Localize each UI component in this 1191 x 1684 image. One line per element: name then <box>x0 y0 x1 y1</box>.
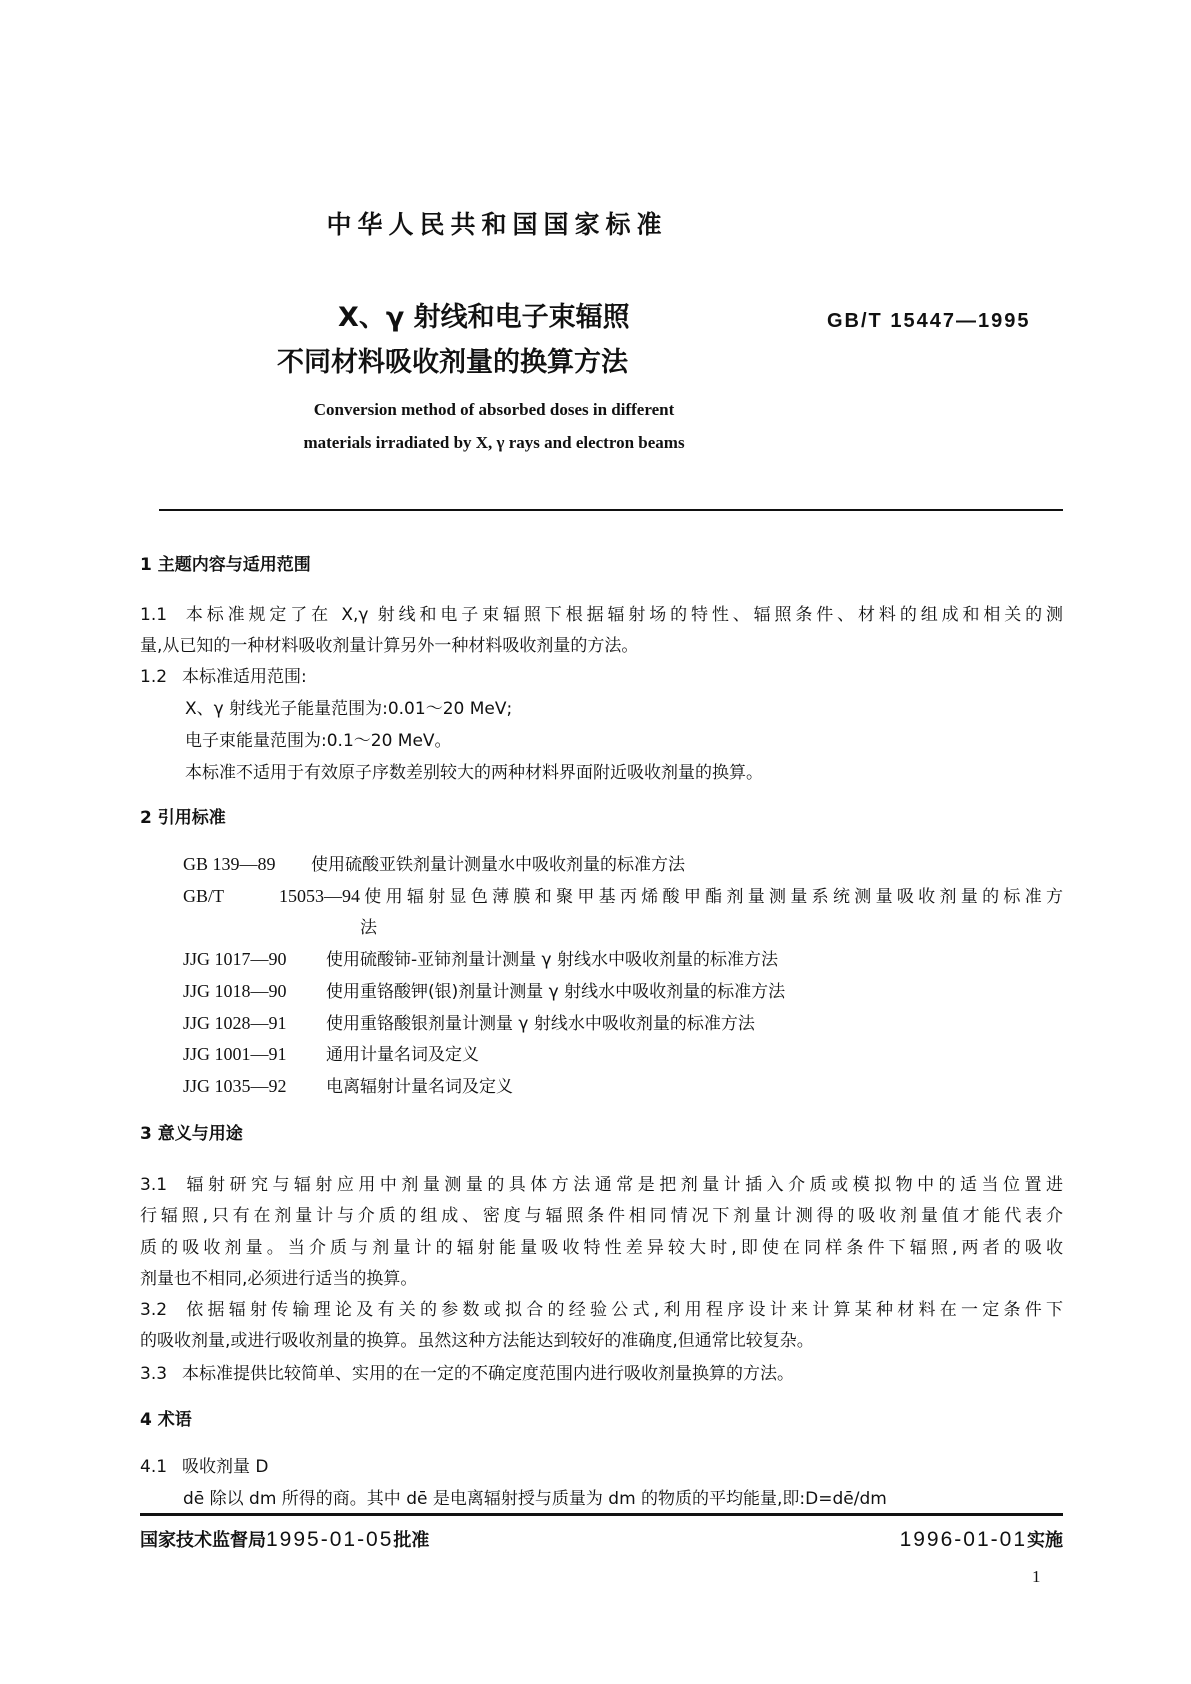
para-1-2-exclusion: 本标准不适用于有效原子序数差别较大的两种材料界面附近吸收剂量的换算。 <box>185 763 763 783</box>
para-text: 本标准适用范围: <box>182 667 307 687</box>
para-text: 辐射研究与辐射应用中剂量测量的具体方法通常是把剂量计插入介质或模拟物中的适当位置进 <box>182 1175 1063 1195</box>
reference-code: GB 139—89 <box>183 854 276 874</box>
approver: 国家技术监督局 <box>140 1530 266 1551</box>
reference-title: 电离辐射计量名词及定义 <box>326 1077 513 1097</box>
approve-date: 1995-01-05 <box>266 1528 394 1551</box>
reference-code: JJG 1001—91 <box>183 1044 287 1064</box>
para-3-1-line: 行辐照,只有在剂量计与介质的组成、密度与辐照条件相同情况下剂量计测得的吸收剂量值才能代表介 <box>140 1206 1063 1226</box>
reference-title-continued: 法 <box>360 918 377 938</box>
para-1-2-electron-range: 电子束能量范围为:0.1～20 MeV。 <box>185 731 452 751</box>
reference-code: JJG 1018—90 <box>183 981 287 1001</box>
effective-date: 1996-01-01 <box>899 1528 1027 1551</box>
para-number: 1.1 <box>140 605 168 625</box>
reference-code: JJG 1028—91 <box>183 1013 287 1033</box>
reference-title: 使用硫酸铈-亚铈剂量计测量 γ 射线水中吸收剂量的标准方法 <box>326 950 779 970</box>
term-name: 吸收剂量 D <box>182 1457 269 1477</box>
reference-item <box>183 977 785 1002</box>
para-1-2-photon-range: X、γ 射线光子能量范围为:0.01～20 MeV; <box>185 699 513 719</box>
reference-code: JJG 1035—92 <box>183 1076 287 1096</box>
para-3-1-line <box>140 1170 1063 1195</box>
para-4-1-term <box>140 1452 269 1477</box>
reference-item <box>183 1072 513 1097</box>
para-3-2-line <box>140 1295 1063 1320</box>
title-line-1: X、γ 射线和电子束辐照 <box>338 302 630 333</box>
reference-item <box>183 850 685 875</box>
para-3-1-line: 质的吸收剂量。当介质与剂量计的辐射能量吸收特性差异较大时,即使在同样条件下辐照,两者的吸收 <box>140 1238 1063 1258</box>
approve-label: 批准 <box>393 1530 430 1551</box>
para-1-2 <box>140 662 307 687</box>
para-3-1-line: 剂量也不相同,必须进行适当的换算。 <box>140 1269 418 1289</box>
section-3-heading: 3 意义与用途 <box>140 1124 243 1144</box>
para-text: 依据辐射传输理论及有关的参数或拟合的经验公式,利用程序设计来计算某种材料在一定条件下 <box>182 1300 1063 1320</box>
para-1-1-line-1 <box>140 600 1063 625</box>
english-title-line-2: materials irradiated by X, γ rays and electron beams <box>303 433 685 452</box>
para-number: 1.2 <box>140 667 168 687</box>
reference-title: 通用计量名词及定义 <box>326 1045 479 1065</box>
para-number: 3.2 <box>140 1300 168 1320</box>
reference-item <box>183 1009 755 1034</box>
reference-title: 使用硫酸亚铁剂量计测量水中吸收剂量的标准方法 <box>311 855 685 875</box>
reference-code: JJG 1017—90 <box>183 949 287 969</box>
para-3-2-line: 的吸收剂量,或进行吸收剂量的换算。虽然这种方法能达到较好的准确度,但通常比较复杂。 <box>140 1331 814 1351</box>
reference-title: 使用重铬酸钾(银)剂量计测量 γ 射线水中吸收剂量的标准方法 <box>326 982 786 1002</box>
english-title-line-1: Conversion method of absorbed doses in different <box>313 400 675 419</box>
para-text: 本标准规定了在 X,γ 射线和电子束辐照下根据辐射场的特性、辐照条件、材料的组成和相关的测 <box>182 605 1063 625</box>
reference-item <box>183 945 778 970</box>
para-number: 3.3 <box>140 1364 168 1384</box>
page-number: 1 <box>1032 1567 1041 1586</box>
para-number: 4.1 <box>140 1457 168 1477</box>
section-4-heading: 4 术语 <box>140 1410 192 1430</box>
national-standard-header: 中华人民共和国国家标准 <box>326 210 668 239</box>
section-1-heading: 1 主题内容与适用范围 <box>140 555 311 575</box>
para-3-3 <box>140 1359 794 1384</box>
title-divider <box>159 509 1063 511</box>
reference-title: 使用重铬酸银剂量计测量 γ 射线水中吸收剂量的标准方法 <box>326 1014 755 1034</box>
para-number: 3.1 <box>140 1175 168 1195</box>
effective-label: 实施 <box>1027 1530 1063 1551</box>
para-text: 本标准提供比较简单、实用的在一定的不确定度范围内进行吸收剂量换算的方法。 <box>182 1364 794 1384</box>
effective-info <box>900 1526 1063 1552</box>
para-1-1-line-2: 量,从已知的一种材料吸收剂量计算另外一种材料吸收剂量的方法。 <box>140 636 639 656</box>
footer-divider <box>140 1513 1063 1516</box>
title-line-2: 不同材料吸收剂量的换算方法 <box>277 347 628 378</box>
para-4-1-definition: dē 除以 dm 所得的商。其中 dē 是电离辐射授与质量为 dm 的物质的平均能量,即:D=dē/dm <box>183 1489 887 1509</box>
reference-title: 使用辐射显色薄膜和聚甲基丙烯酸甲酯剂量测量系统测量吸收剂量的标准方 <box>360 887 1063 907</box>
standard-number: GB/T 15447—1995 <box>827 310 1031 332</box>
reference-item <box>183 882 1063 907</box>
section-2-heading: 2 引用标准 <box>140 808 226 828</box>
approval-info <box>140 1526 429 1552</box>
reference-item <box>183 1040 479 1065</box>
reference-code: GB/T 15053—94 <box>183 886 360 906</box>
